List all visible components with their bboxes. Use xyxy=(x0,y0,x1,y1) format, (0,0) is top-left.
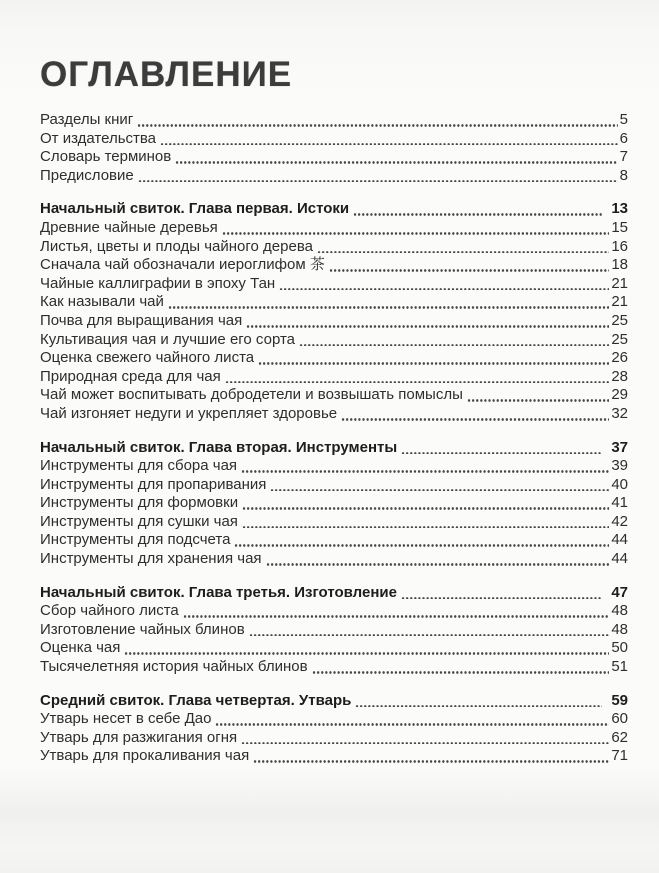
toc-entry-title: Оценка чая xyxy=(40,639,121,657)
toc-row xyxy=(40,457,628,476)
toc-row xyxy=(40,710,628,729)
toc-entry-page: 62 xyxy=(611,728,628,746)
toc-entry-title: Словарь терминов xyxy=(40,148,172,166)
book-page xyxy=(0,55,659,873)
toc-entry-page: 18 xyxy=(611,256,628,274)
toc-entry-page: 29 xyxy=(611,386,628,404)
dot-leader xyxy=(317,251,609,254)
toc-row xyxy=(40,550,628,569)
toc-entry-page: 16 xyxy=(611,237,628,255)
dot-leader xyxy=(253,760,609,763)
toc-entry-page: 50 xyxy=(611,639,628,657)
toc-row xyxy=(40,639,628,658)
dot-leader xyxy=(299,344,609,347)
toc-block xyxy=(40,200,628,423)
toc-entry-title: Утварь для разжигания огня xyxy=(40,728,238,746)
dot-leader xyxy=(279,288,609,291)
toc-entry-page: 8 xyxy=(619,166,628,184)
toc-entry-title: Инструменты для хранения чая xyxy=(40,550,262,568)
toc-row xyxy=(40,275,628,294)
toc-entry-title: Изготовление чайных блинов xyxy=(40,620,245,638)
dot-leader xyxy=(246,325,609,328)
toc-entry-title: Утварь несет в себе Дао xyxy=(40,710,212,728)
dot-leader xyxy=(353,213,602,216)
dot-leader xyxy=(341,418,609,421)
toc-row xyxy=(40,513,628,532)
toc-entry-page: 41 xyxy=(611,494,628,512)
toc-entry-page: 32 xyxy=(611,404,628,422)
dot-leader xyxy=(215,723,609,726)
toc-row xyxy=(40,130,628,149)
dot-leader xyxy=(234,544,609,547)
toc-entry-page: 25 xyxy=(611,311,628,329)
dot-leader xyxy=(160,143,618,146)
toc-section-heading xyxy=(40,584,628,603)
toc-entry-page: 39 xyxy=(611,457,628,475)
toc-section-heading xyxy=(40,439,628,458)
page-title: ОГЛАВЛЕНИЕ xyxy=(40,55,293,94)
toc-entry-page: 51 xyxy=(611,658,628,676)
toc-entry-title: Сбор чайного листа xyxy=(40,602,179,620)
toc-entry-title: Древние чайные деревья xyxy=(40,218,218,236)
toc-entry-page: 40 xyxy=(611,475,628,493)
toc-entry-title: Инструменты для формовки xyxy=(40,494,239,512)
dot-leader xyxy=(329,269,609,272)
toc-row xyxy=(40,729,628,748)
toc-section-page: 59 xyxy=(611,691,628,709)
toc-section-heading xyxy=(40,692,628,711)
toc-entry-page: 21 xyxy=(611,274,628,292)
toc-row xyxy=(40,111,628,130)
toc-section-title: Начальный свиток. Глава первая. Истоки xyxy=(40,200,350,218)
dot-leader xyxy=(401,452,602,455)
toc-entry-page: 42 xyxy=(611,512,628,530)
toc-row xyxy=(40,167,628,186)
toc-entry-title: Предисловие xyxy=(40,166,134,184)
toc-entry-title: Почва для выращивания чая xyxy=(40,311,243,329)
dot-leader xyxy=(249,634,610,637)
toc-section-title: Начальный свиток. Глава вторая. Инструменты xyxy=(40,438,398,456)
toc-row xyxy=(40,219,628,238)
toc-entry-page: 21 xyxy=(611,293,628,311)
toc-entry-title: Утварь для прокаливания чая xyxy=(40,747,250,765)
toc-entry-title: Чай изгоняет недуги и укрепляет здоровье xyxy=(40,404,338,422)
table-of-contents xyxy=(40,111,628,766)
toc-row xyxy=(40,386,628,405)
toc-entry-title: Инструменты для сбора чая xyxy=(40,457,238,475)
dot-leader xyxy=(137,124,617,127)
dot-leader xyxy=(241,470,609,473)
toc-section-page: 47 xyxy=(611,583,628,601)
toc-section-title: Средний свиток. Глава четвертая. Утварь xyxy=(40,691,352,709)
toc-entry-page: 48 xyxy=(611,620,628,638)
dot-leader xyxy=(183,615,610,618)
dot-leader xyxy=(241,742,609,745)
toc-entry-page: 25 xyxy=(611,330,628,348)
dot-leader xyxy=(312,671,610,674)
toc-entry-page: 44 xyxy=(611,550,628,568)
toc-entry-page: 6 xyxy=(619,129,628,147)
toc-row xyxy=(40,312,628,331)
toc-entry-title: Инструменты для сушки чая xyxy=(40,512,238,530)
toc-entry-title: Как называли чай xyxy=(40,293,164,311)
toc-row xyxy=(40,531,628,550)
toc-entry-title: Чай может воспитывать добродетели и возвышать помыслы xyxy=(40,386,463,404)
toc-entry-page: 28 xyxy=(611,367,628,385)
toc-row xyxy=(40,476,628,495)
toc-entry-title: Сначала чай обозначали иероглифом 茶 xyxy=(40,256,325,274)
toc-entry-title: Культивация чая и лучшие его сорта xyxy=(40,330,295,348)
dot-leader xyxy=(266,563,610,566)
toc-section-page: 13 xyxy=(611,200,628,218)
toc-entry-page: 5 xyxy=(619,111,628,128)
toc-block xyxy=(40,439,628,569)
dot-leader xyxy=(258,362,609,365)
toc-entry-title: Разделы книг xyxy=(40,111,134,128)
dot-leader xyxy=(168,306,609,309)
dot-leader xyxy=(242,526,609,529)
toc-section-page: 37 xyxy=(611,438,628,456)
toc-row xyxy=(40,602,628,621)
toc-entry-title: Листья, цветы и плоды чайного дерева xyxy=(40,237,313,255)
toc-block xyxy=(40,111,628,185)
dot-leader xyxy=(467,399,609,402)
toc-section-title: Начальный свиток. Глава третья. Изготовление xyxy=(40,583,397,601)
toc-entry-title: Тысячелетняя история чайных блинов xyxy=(40,658,308,676)
toc-entry-page: 60 xyxy=(611,710,628,728)
dot-leader xyxy=(355,705,602,708)
toc-row xyxy=(40,405,628,424)
toc-entry-page: 44 xyxy=(611,531,628,549)
toc-block xyxy=(40,692,628,766)
toc-row xyxy=(40,256,628,275)
toc-row xyxy=(40,747,628,766)
toc-row xyxy=(40,238,628,257)
toc-entry-title: Инструменты для подсчета xyxy=(40,531,231,549)
toc-row xyxy=(40,293,628,312)
toc-row xyxy=(40,494,628,513)
toc-row xyxy=(40,148,628,167)
toc-row xyxy=(40,331,628,350)
dot-leader xyxy=(222,232,610,235)
dot-leader xyxy=(270,489,609,492)
dot-leader xyxy=(138,180,618,183)
dot-leader xyxy=(175,161,617,164)
dot-leader xyxy=(124,652,609,655)
toc-entry-title: Природная среда для чая xyxy=(40,367,221,385)
toc-entry-title: От издательства xyxy=(40,129,157,147)
dot-leader xyxy=(225,381,610,384)
toc-row xyxy=(40,349,628,368)
toc-entry-page: 48 xyxy=(611,602,628,620)
toc-row xyxy=(40,368,628,387)
toc-row xyxy=(40,658,628,677)
toc-entry-title: Оценка свежего чайного листа xyxy=(40,349,255,367)
toc-entry-page: 15 xyxy=(611,218,628,236)
toc-section-heading xyxy=(40,200,628,219)
toc-block xyxy=(40,584,628,677)
toc-entry-page: 7 xyxy=(619,148,628,166)
toc-entry-page: 71 xyxy=(611,747,628,765)
toc-entry-title: Чайные каллиграфии в эпоху Тан xyxy=(40,274,276,292)
dot-leader xyxy=(401,597,602,600)
toc-row xyxy=(40,621,628,640)
toc-entry-title: Инструменты для пропаривания xyxy=(40,475,267,493)
dot-leader xyxy=(242,507,609,510)
toc-entry-page: 26 xyxy=(611,349,628,367)
